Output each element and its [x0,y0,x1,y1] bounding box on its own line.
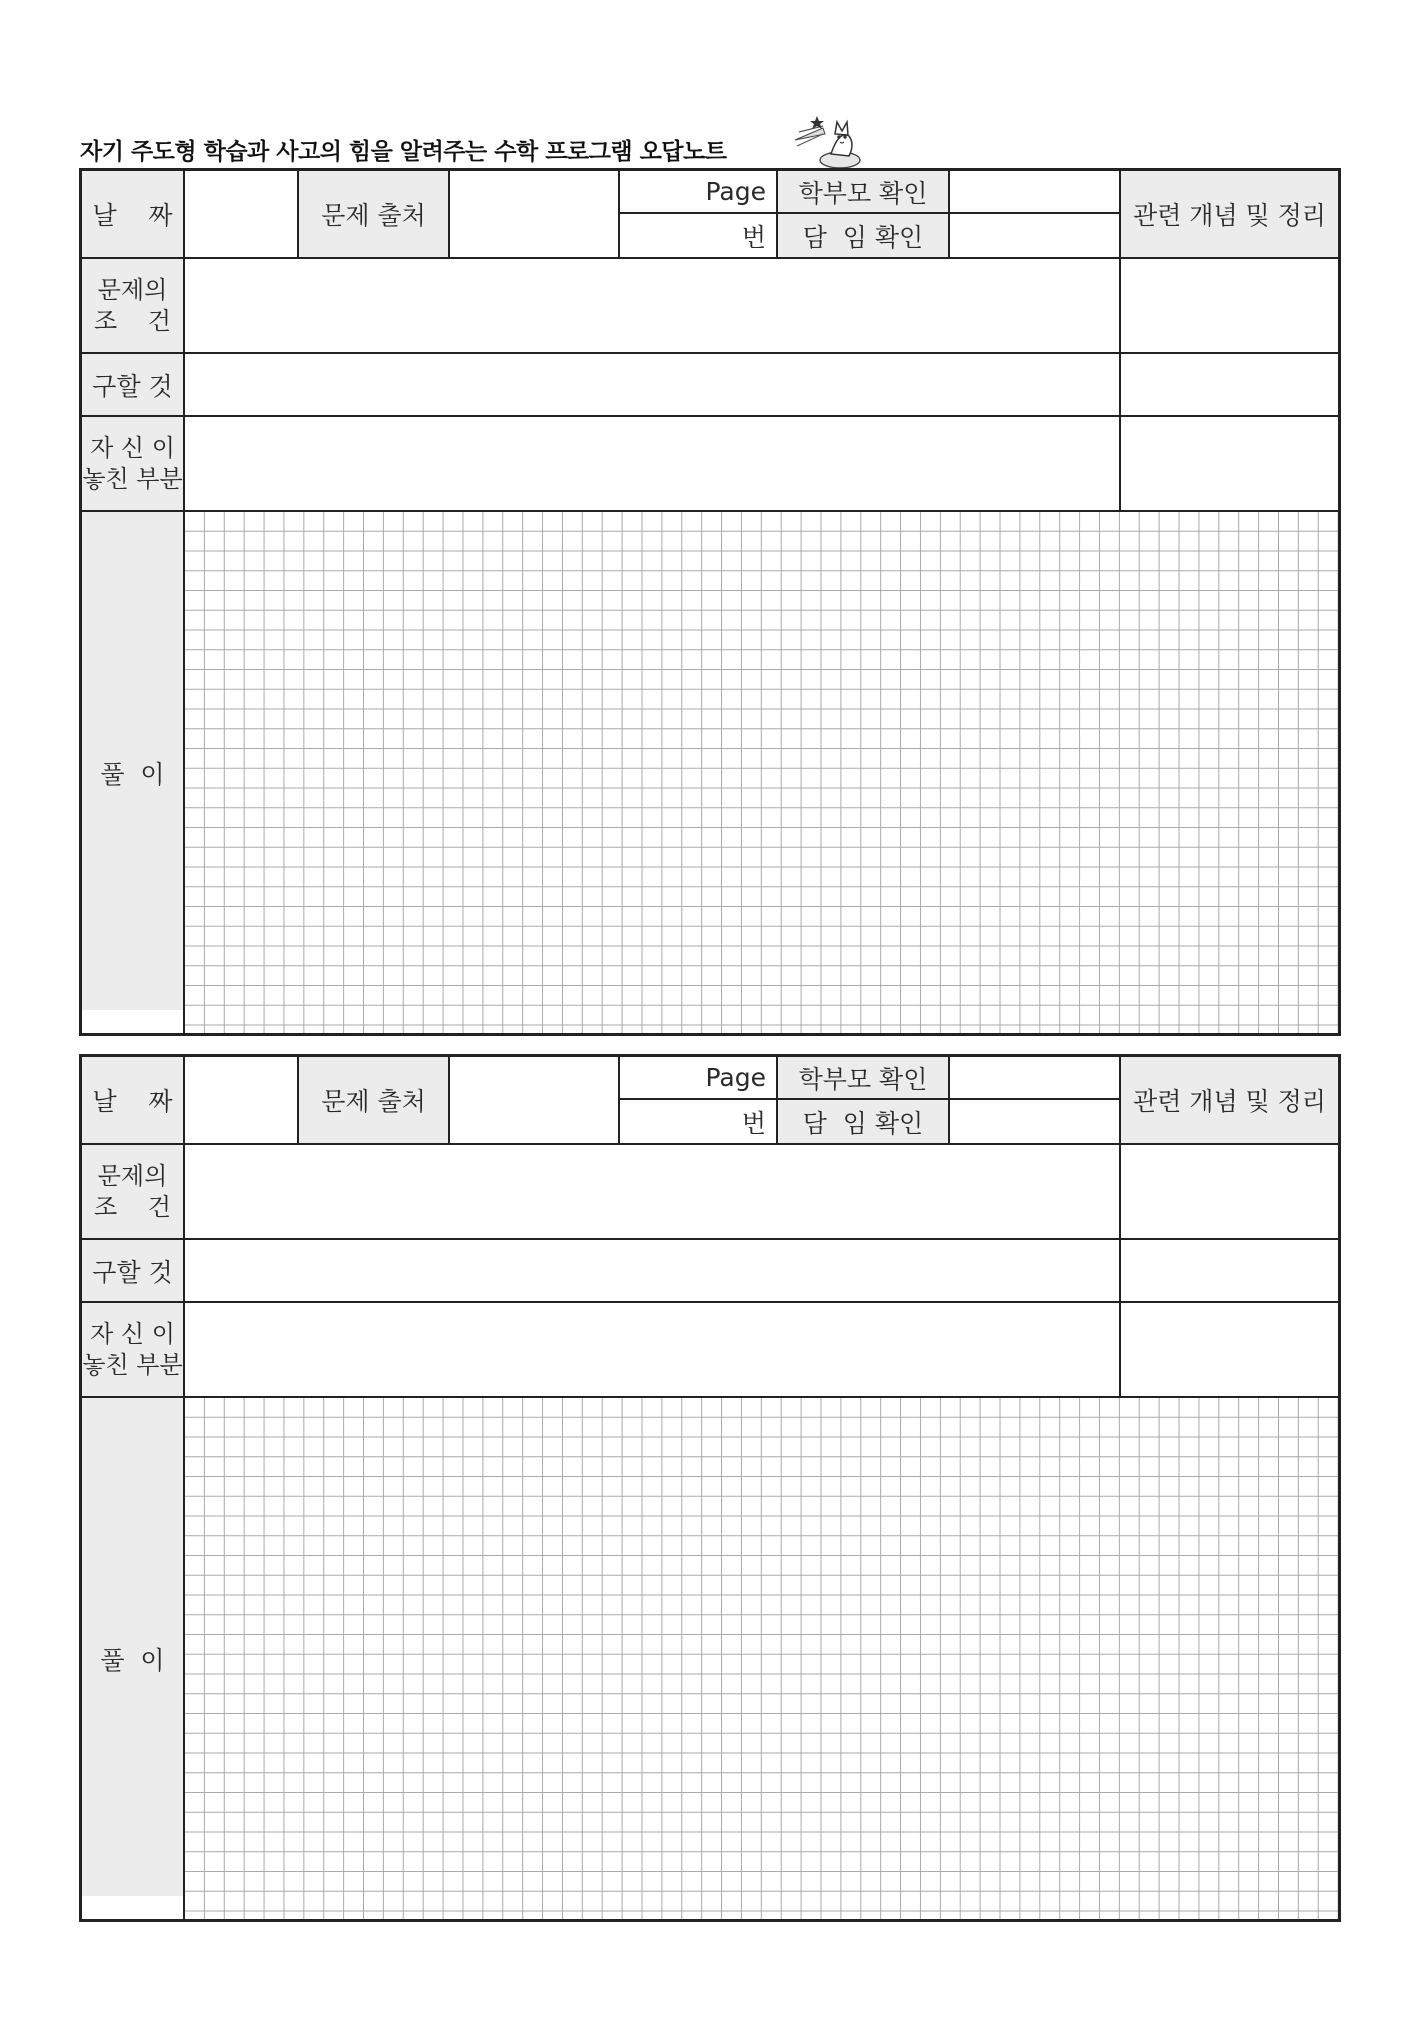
page-label: Page [705,177,766,206]
find-concepts-input[interactable] [1121,354,1338,415]
parent-check-label: 학부모 확인 [798,178,928,208]
parent-check-input[interactable] [950,1057,1119,1098]
conditions-label-line2: 조 건 [94,306,171,335]
number-cell[interactable] [620,1100,776,1143]
error-note-form [79,168,1341,1036]
parent-check-label: 학부모 확인 [798,1064,928,1094]
source-label-wrap [299,171,448,257]
teacher-check-input[interactable] [950,1100,1119,1143]
teacher-check-label: 담 임 확인 [802,1108,924,1138]
conditions-label-cell [82,259,183,352]
date-label-cell [82,171,183,257]
conditions-concepts-input[interactable] [1121,259,1338,352]
solution-label: 풀 이 [100,759,165,789]
missed-label-line2: 놓친 부분 [82,464,183,493]
missed-concepts-input[interactable] [1121,417,1338,510]
parent-check-label-cell [778,171,948,212]
date-label: 날 짜 [92,201,173,230]
source-input[interactable] [450,1057,618,1143]
parent-check-label-cell [778,1057,948,1098]
missed-input[interactable] [185,1303,1119,1396]
conditions-label-cell [82,1145,183,1238]
conditions-input[interactable] [185,1145,1119,1238]
concepts-label-wrap [1121,1057,1338,1143]
source-label: 문제 출처 [321,201,426,230]
page-title: 자기 주도형 학습과 사고의 힘을 알려주는 수학 프로그램 오답노트 [80,139,727,165]
find-concepts-input[interactable] [1121,1240,1338,1301]
number-cell[interactable] [620,214,776,257]
page-cell[interactable] [620,1057,776,1098]
conditions-label-line2: 조 건 [94,1192,171,1221]
date-input[interactable] [185,171,297,257]
solution-label: 풀 이 [100,1645,165,1675]
shooting-star-cat-icon [793,110,863,170]
date-label: 날 짜 [92,1087,173,1116]
missed-label-line1: 자 신 이 [90,1319,175,1348]
find-input[interactable] [185,1240,1119,1301]
number-label: 번 [741,222,766,252]
conditions-label-line1: 문제의 [97,1161,168,1190]
find-input[interactable] [185,354,1119,415]
error-note-form [79,1054,1341,1922]
conditions-concepts-input[interactable] [1121,1145,1338,1238]
page-cell[interactable] [620,171,776,212]
find-label: 구할 것 [92,1257,173,1287]
source-label: 문제 출처 [321,1087,426,1116]
missed-concepts-input[interactable] [1121,1303,1338,1396]
date-input[interactable] [185,1057,297,1143]
solution-label-cell [82,1398,183,1919]
concepts-label: 관련 개념 및 정리 [1133,201,1326,230]
date-label-cell [82,1057,183,1143]
teacher-check-label: 담 임 확인 [802,222,924,252]
number-label: 번 [741,1108,766,1138]
find-label-cell [82,1240,183,1301]
solution-grid[interactable] [185,1398,1338,1919]
source-input[interactable] [450,171,618,257]
find-label-cell [82,354,183,415]
missed-label-line2: 놓친 부분 [82,1350,183,1379]
parent-check-input[interactable] [950,171,1119,212]
solution-grid[interactable] [185,512,1338,1033]
missed-label-cell [82,417,183,510]
missed-input[interactable] [185,417,1119,510]
conditions-input[interactable] [185,259,1119,352]
teacher-check-label-cell [778,214,948,257]
teacher-check-input[interactable] [950,214,1119,257]
teacher-check-label-cell [778,1100,948,1143]
missed-label-line1: 자 신 이 [90,433,175,462]
find-label: 구할 것 [92,371,173,401]
missed-label-cell [82,1303,183,1396]
source-label-wrap [299,1057,448,1143]
solution-label-cell [82,512,183,1033]
conditions-label-line1: 문제의 [97,275,168,304]
page-label: Page [705,1063,766,1092]
concepts-label-wrap [1121,171,1338,257]
concepts-label: 관련 개념 및 정리 [1133,1087,1326,1116]
